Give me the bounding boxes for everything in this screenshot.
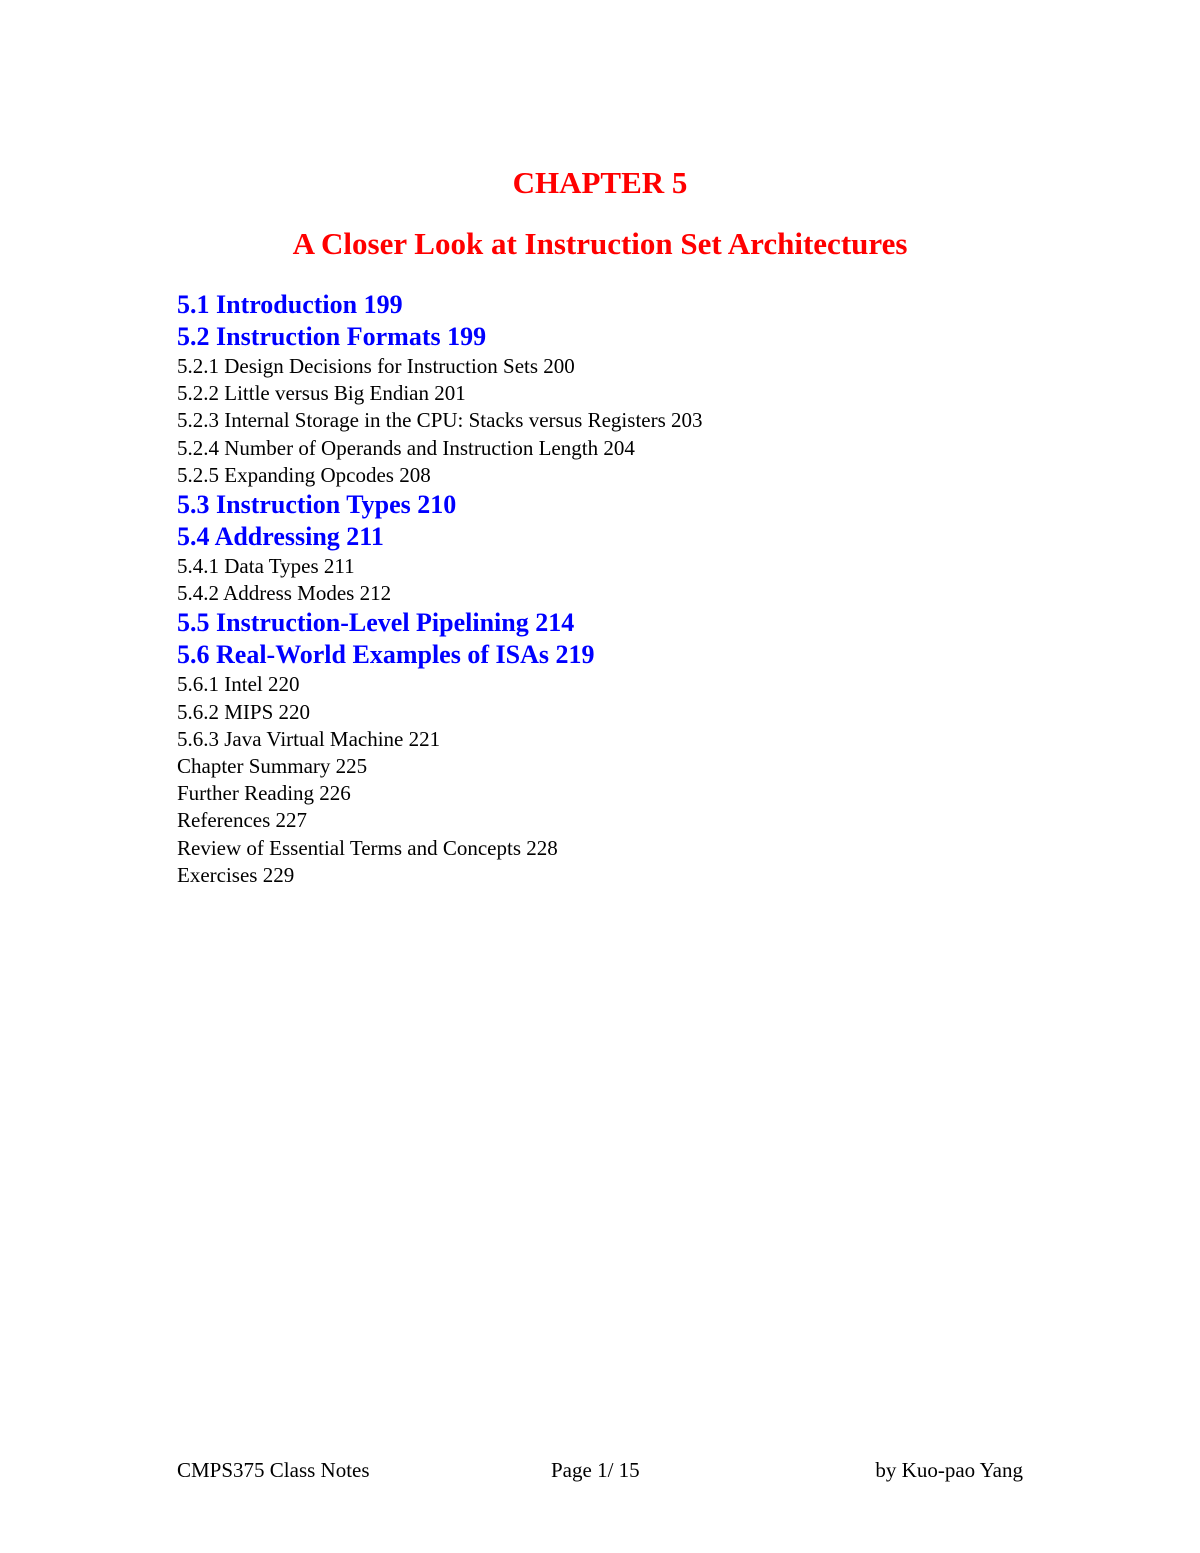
toc-subsection-entry: 5.6.1 Intel 220 bbox=[177, 672, 300, 697]
toc-subsection-entry: 5.4.2 Address Modes 212 bbox=[177, 581, 392, 606]
toc-section-entry: 5.5 Instruction-Level Pipelining 214 bbox=[177, 608, 575, 638]
chapter-label: CHAPTER 5 bbox=[512, 165, 688, 200]
toc-section-entry: 5.3 Instruction Types 210 bbox=[177, 490, 457, 520]
toc-subsection-entry: Review of Essential Terms and Concepts 228 bbox=[177, 835, 558, 860]
toc-subsection-entry: Exercises 229 bbox=[177, 862, 295, 887]
toc-subsection-entry: 5.2.2 Little versus Big Endian 201 bbox=[177, 381, 466, 406]
toc-subsection-entry: 5.4.1 Data Types 211 bbox=[177, 554, 355, 579]
toc-subsection-entry: Chapter Summary 225 bbox=[177, 754, 368, 779]
toc-subsection-entry: 5.2.5 Expanding Opcodes 208 bbox=[177, 462, 431, 487]
toc-section-entry: 5.4 Addressing 211 bbox=[177, 522, 384, 552]
toc-section-entry: 5.6 Real-World Examples of ISAs 219 bbox=[177, 640, 595, 670]
toc-section-entry: 5.2 Instruction Formats 199 bbox=[177, 322, 487, 351]
toc-subsection-entry: 5.2.3 Internal Storage in the CPU: Stacks versus Registers 203 bbox=[177, 408, 703, 433]
toc-subsection-entry: References 227 bbox=[177, 808, 308, 833]
table-of-contents bbox=[177, 289, 1077, 889]
toc-section-entry: 5.1 Introduction 199 bbox=[177, 290, 403, 319]
footer-course-name: CMPS375 Class Notes bbox=[177, 1458, 370, 1482]
chapter-title: A Closer Look at Instruction Set Architectures bbox=[292, 226, 908, 261]
footer-page-number: Page 1/ 15 bbox=[551, 1458, 640, 1482]
toc-subsection-entry: 5.6.3 Java Virtual Machine 221 bbox=[177, 726, 441, 751]
toc-subsection-entry: Further Reading 226 bbox=[177, 781, 351, 806]
toc-subsection-entry: 5.2.4 Number of Operands and Instruction Length 204 bbox=[177, 435, 635, 460]
toc-subsection-entry: 5.2.1 Design Decisions for Instruction Sets 200 bbox=[177, 354, 575, 378]
footer-author: by Kuo-pao Yang bbox=[875, 1458, 1023, 1482]
toc-subsection-entry: 5.6.2 MIPS 220 bbox=[177, 699, 311, 724]
